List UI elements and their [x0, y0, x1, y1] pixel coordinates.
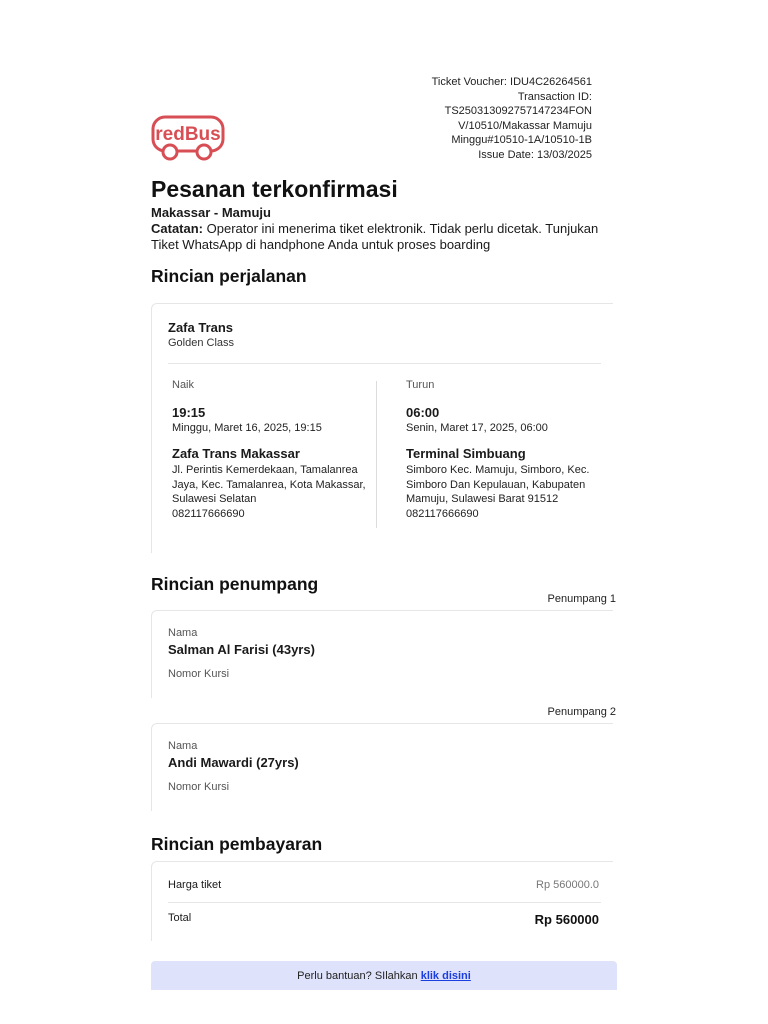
- divider: [168, 902, 601, 903]
- trip-section-title: Rincian perjalanan: [151, 266, 307, 286]
- dropping-date: Senin, Maret 17, 2025, 06:00: [406, 422, 548, 434]
- passenger-2-tag: Penumpang 2: [547, 706, 616, 718]
- route-summary: Makassar - Mamuju: [151, 205, 271, 220]
- route-code: V/10510/Makassar Mamuju: [458, 119, 592, 132]
- passenger-card-1: [151, 610, 613, 698]
- boarding-date: Minggu, Maret 16, 2025, 19:15: [172, 422, 322, 434]
- payment-section-title: Rincian pembayaran: [151, 834, 323, 854]
- note: [151, 221, 621, 252]
- boarding-phone: 082117666690: [172, 507, 245, 520]
- note-label: Catatan:: [151, 221, 204, 236]
- total-label: Total: [168, 912, 192, 924]
- passenger-1-seat-label: Nomor Kursi: [168, 668, 230, 680]
- boarding-address: Jl. Perintis Kemerdekaan, Tamalanrea Jaya, Kec. Tamalanrea, Kota Makassar, Sulawesi Selatan: [172, 464, 366, 506]
- help-banner: [151, 961, 617, 990]
- passenger-card-2: [151, 723, 613, 811]
- total-row: [168, 912, 599, 927]
- passenger-2-name: Andi Mawardi (27yrs): [168, 755, 299, 770]
- logo-text: redBus: [155, 124, 221, 145]
- boarding-place: Zafa Trans Makassar: [172, 446, 300, 461]
- passenger-2-seat-label: Nomor Kursi: [168, 781, 230, 793]
- dropping-place: Terminal Simbuang: [406, 446, 526, 461]
- help-link[interactable]: klik disini: [420, 970, 471, 982]
- payment-card: [151, 861, 613, 941]
- ticket-price-label: Harga tiket: [168, 879, 222, 891]
- dropping-info: [406, 379, 606, 521]
- page-title: Pesanan terkonfirmasi: [151, 176, 398, 202]
- trip-card: [151, 303, 613, 553]
- bus-class: Golden Class: [168, 337, 235, 349]
- ticket-meta: [432, 75, 592, 163]
- passenger-2-name-label: Nama: [168, 740, 198, 752]
- boarding-info: [172, 379, 372, 521]
- seat-code: Minggu#10510-1A/10510-1B: [451, 134, 592, 147]
- voucher-number: Ticket Voucher: IDU4C26264561: [431, 76, 592, 88]
- note-text: Operator ini menerima tiket elektronik. Tidak perlu dicetak. Tunjukan Tiket WhatsApp di handphone Anda untuk proses boarding: [151, 221, 599, 252]
- passenger-section-title: Rincian penumpang: [151, 574, 319, 594]
- passenger-1-tag: Penumpang 1: [547, 593, 616, 605]
- dropping-label: Turun: [406, 379, 435, 391]
- boarding-label: Naik: [172, 379, 195, 391]
- transaction-label: Transaction ID:: [517, 90, 592, 103]
- transaction-id: TS250313092757147234FON: [444, 105, 592, 118]
- passenger-1-name-label: Nama: [168, 627, 198, 639]
- passenger-1-name: Salman Al Farisi (43yrs): [168, 642, 315, 657]
- total-amount: Rp 560000: [534, 912, 599, 927]
- issue-date: Issue Date: 13/03/2025: [478, 148, 592, 161]
- divider: [168, 363, 601, 364]
- ticket-price-amount: Rp 560000.0: [536, 879, 599, 891]
- dropping-phone: 082117666690: [406, 507, 479, 520]
- boarding-time: 19:15: [172, 405, 206, 420]
- dropping-address: Simboro Kec. Mamuju, Simboro, Kec. Simboro Dan Kepulauan, Kabupaten Mamuju, Sulawesi Barat 91512: [406, 464, 590, 506]
- ticket-price-row: [168, 879, 599, 891]
- redbus-logo: [151, 114, 225, 162]
- dropping-time: 06:00: [406, 405, 440, 420]
- help-text: Perlu bantuan? SIlahkan: [297, 970, 421, 982]
- column-divider: [376, 381, 377, 528]
- operator-name: Zafa Trans: [168, 320, 234, 335]
